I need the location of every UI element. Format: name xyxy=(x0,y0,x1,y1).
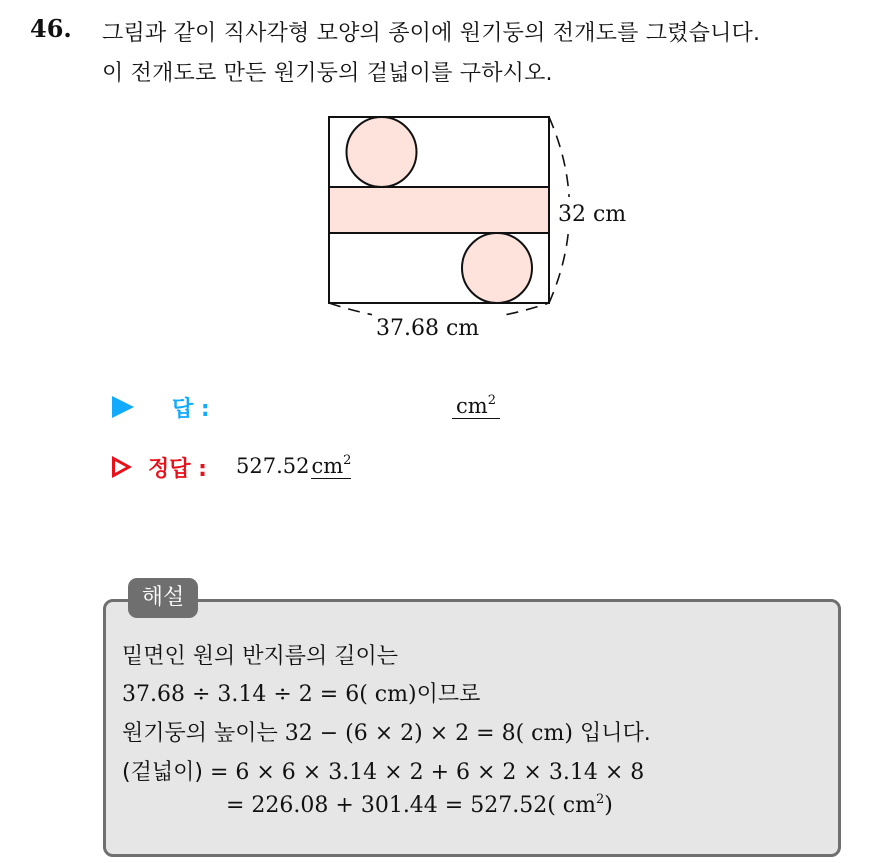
play-triangle-icon xyxy=(112,396,134,418)
bottom-base-circle xyxy=(462,233,532,303)
question-number: 46. xyxy=(30,14,72,43)
height-label: 32 cm xyxy=(558,202,627,227)
explanation-line4: (겉넓이) = 6 × 6 × 3.14 × 2 + 6 × 2 × 3.14 × 8 xyxy=(122,760,645,785)
correct-answer-label: 정답 : xyxy=(148,457,207,482)
question-text-line1: 그림과 같이 직사각형 모양의 종이에 원기둥의 전개도를 그렸습니다. xyxy=(102,21,761,46)
lateral-surface-band xyxy=(329,187,549,233)
explanation-tab: 해설 xyxy=(128,578,198,618)
answer-unit-exponent: 2 xyxy=(487,393,496,408)
answer-label: 답 : xyxy=(172,397,210,422)
cylinder-net-figure xyxy=(0,0,884,360)
explanation-line2: 37.68 ÷ 3.14 ÷ 2 = 6( cm)이므로 xyxy=(122,682,481,707)
explanation-line5: = 226.08 + 301.44 = 527.52( $cm^2$) xyxy=(226,792,613,818)
explanation-line1: 밑면인 원의 반지름의 길이는 xyxy=(122,644,399,669)
width-label: 37.68 cm xyxy=(376,316,480,341)
answer-unit: cm xyxy=(456,394,488,418)
explanation-line3: 원기둥의 높이는 32 − (6 × 2) × 2 = 8( cm) 입니다. xyxy=(122,721,651,746)
correct-answer-value: $527.52cm^2$ xyxy=(236,453,352,478)
top-base-circle xyxy=(347,117,417,187)
answer-input[interactable] xyxy=(452,394,500,419)
question-text-line2: 이 전개도로 만든 원기둥의 겉넓이를 구하시오. xyxy=(102,61,553,86)
